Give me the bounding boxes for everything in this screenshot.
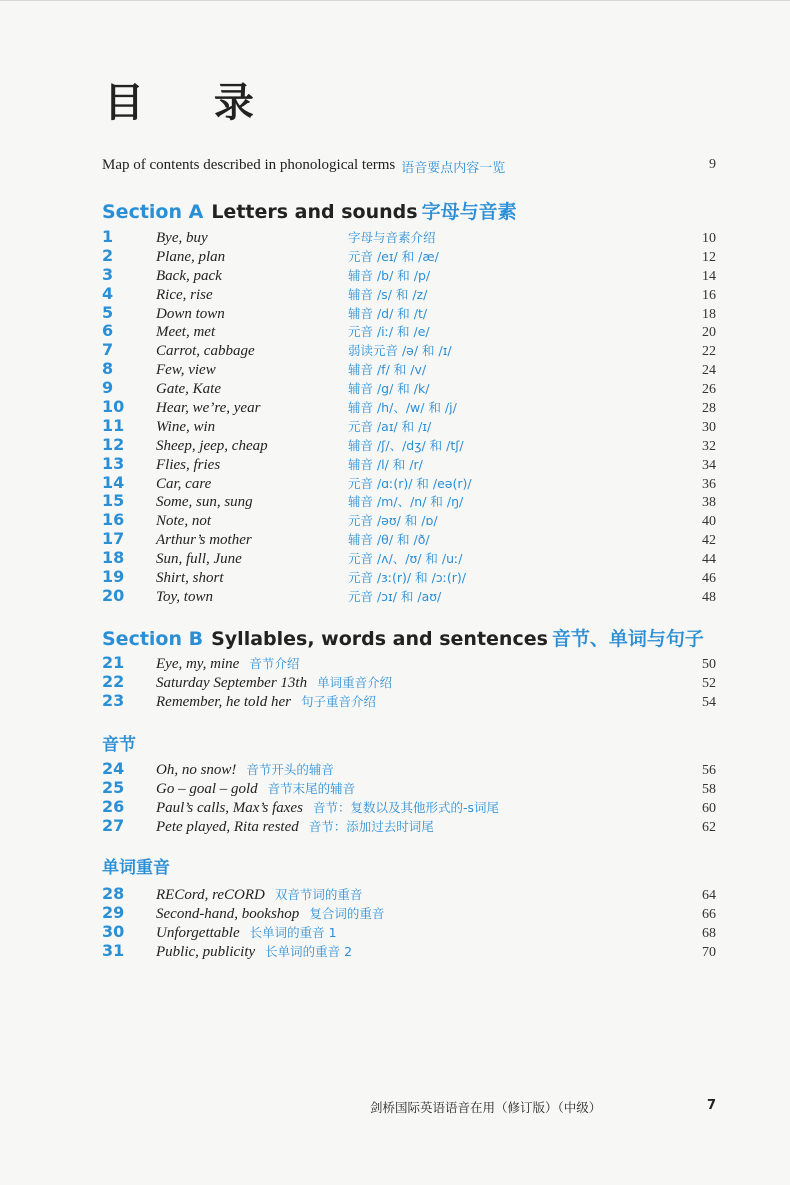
unit-title-en: Car, care (156, 475, 212, 492)
unit-number: 6 (102, 321, 114, 341)
intro-page: 9 (709, 157, 716, 172)
toc-row (102, 247, 716, 266)
unit-number: 23 (102, 690, 125, 710)
unit-number: 31 (102, 940, 125, 960)
section-a-list (102, 228, 716, 606)
unit-title-zh: 元音 /ɜː(r)/ 和 /ɔː(r)/ (348, 570, 466, 586)
unit-page: 18 (702, 306, 716, 322)
toc-row (102, 360, 716, 379)
unit-number: 2 (102, 245, 114, 265)
unit-number: 12 (102, 434, 125, 454)
unit-page: 50 (702, 657, 716, 672)
section-a-code: Section A (102, 201, 204, 223)
section-b-list (102, 654, 716, 711)
unit-title-zh: 音节开头的辅音 (246, 762, 334, 777)
unit-page: 52 (702, 675, 716, 691)
unit-number: 11 (102, 415, 125, 435)
unit-page: 60 (702, 800, 716, 816)
unit-page: 24 (702, 363, 716, 379)
unit-title-en: Gate, Kate (156, 381, 221, 398)
intro-zh: 语音要点内容一览 (401, 161, 506, 176)
unit-title-en: Wine, win (156, 418, 216, 435)
toc-row (102, 923, 716, 942)
unit-page: 20 (702, 325, 716, 341)
toc-row (102, 474, 716, 493)
toc-row (102, 341, 716, 360)
section-a-en: Letters and sounds (211, 201, 418, 223)
toc-row (102, 942, 716, 961)
toc-row (102, 654, 716, 673)
unit-title-en: Back, pack (156, 267, 222, 284)
toc-row (102, 266, 716, 285)
unit-title-zh: 音节：添加过去时词尾 (308, 818, 434, 834)
unit-page: 48 (702, 589, 716, 605)
unit-page: 56 (702, 763, 716, 778)
unit-number: 10 (102, 397, 125, 417)
unit-title-en: Remember, he told her (156, 693, 291, 710)
unit-title-en: Hear, we’re, year (156, 400, 261, 417)
unit-title-en: Note, not (156, 513, 211, 530)
toc-row (102, 673, 716, 692)
unit-page: 46 (702, 571, 716, 587)
section-b-zh: 音节、单词与句子 (551, 628, 704, 650)
toc-row (102, 417, 716, 436)
unit-title-zh: 元音 /ʌ/、/ʊ/ 和 /uː/ (348, 551, 463, 567)
unit-page: 58 (702, 781, 716, 797)
unit-number: 20 (102, 585, 125, 605)
unit-page: 40 (702, 514, 716, 530)
unit-title-zh: 辅音 /d/ 和 /t/ (348, 305, 428, 321)
toc-row (102, 492, 716, 511)
unit-title-zh: 元音 /iː/ 和 /e/ (348, 324, 430, 340)
unit-title-zh: 复合词的重音 (309, 905, 385, 921)
toc-row (102, 904, 716, 923)
unit-page: 12 (702, 249, 716, 265)
toc-row (102, 285, 716, 304)
unit-title-zh: 单词重音介绍 (317, 674, 393, 690)
toc-row (102, 436, 716, 455)
unit-title-zh: 长单词的重音 1 (249, 924, 337, 940)
unit-title-zh: 辅音 /h/、/w/ 和 /j/ (348, 400, 457, 416)
unit-number: 21 (102, 653, 125, 672)
toc-row (102, 228, 716, 247)
unit-title-zh: 辅音 /ʃ/、/dʒ/ 和 /tʃ/ (348, 437, 464, 453)
unit-number: 1 (102, 227, 114, 246)
toc-row (102, 692, 716, 711)
page-footer (370, 1098, 716, 1116)
unit-title-en: Unforgettable (156, 924, 240, 941)
toc-row (102, 530, 716, 549)
unit-number: 8 (102, 359, 114, 379)
unit-number: 25 (102, 777, 125, 797)
unit-title-en: Go – goal – gold (156, 780, 258, 797)
unit-title-zh: 长单词的重音 2 (265, 943, 353, 959)
unit-number: 22 (102, 671, 125, 691)
toc-row (102, 568, 716, 587)
unit-title-en: Oh, no snow! (156, 762, 237, 778)
unit-title-en: Flies, fries (156, 456, 221, 473)
unit-page: 36 (702, 476, 716, 492)
unit-number: 14 (102, 472, 125, 492)
unit-title-zh: 辅音 /g/ 和 /k/ (348, 381, 430, 397)
unit-number: 15 (102, 491, 125, 511)
unit-title-zh: 弱读元音 /ə/ 和 /ɪ/ (348, 343, 452, 359)
unit-title-en: Few, view (156, 362, 216, 379)
unit-title-zh: 辅音 /s/ 和 /z/ (348, 286, 428, 302)
unit-page: 38 (702, 495, 716, 511)
syllables-heading: 音节 (102, 735, 136, 755)
unit-title-en: Public, publicity (156, 943, 256, 960)
toc-row (102, 798, 716, 817)
unit-title-zh: 元音 /aɪ/ 和 /ɪ/ (348, 418, 432, 434)
toc-row (102, 398, 716, 417)
unit-page: 62 (702, 819, 716, 835)
unit-title-en: RECord, reCORD (156, 887, 265, 903)
unit-title-en: Pete played, Rita rested (156, 818, 299, 835)
section-a-heading (102, 197, 517, 224)
unit-title-zh: 音节：复数以及其他形式的-s词尾 (312, 799, 499, 815)
unit-title-zh: 元音 /ɑː(r)/ 和 /eə(r)/ (348, 475, 472, 491)
unit-page: 42 (702, 533, 716, 549)
unit-title-en: Some, sun, sung (156, 494, 253, 511)
unit-title-zh: 双音节词的重音 (274, 887, 363, 902)
section-b-en: Syllables, words and sentences (211, 628, 548, 650)
unit-number: 27 (102, 815, 125, 835)
unit-title-en: Rice, rise (156, 286, 213, 303)
syllables-list (102, 760, 716, 836)
unit-title-en: Sheep, jeep, cheap (156, 437, 268, 454)
toc-row (102, 587, 716, 606)
unit-number: 18 (102, 548, 125, 568)
unit-number: 5 (102, 302, 114, 322)
toc-row (102, 322, 716, 341)
unit-page: 14 (702, 268, 716, 284)
section-b-code: Section B (102, 628, 204, 650)
unit-title-en: Second-hand, bookshop (156, 905, 300, 922)
unit-title-zh: 音节介绍 (249, 656, 300, 671)
unit-page: 70 (702, 944, 716, 960)
unit-title-en: Eye, my, mine (156, 656, 240, 672)
toc-row (102, 304, 716, 323)
unit-title-en: Saturday September 13th (156, 674, 308, 691)
unit-title-en: Paul’s calls, Max’s faxes (156, 799, 303, 816)
unit-page: 54 (702, 694, 716, 710)
unit-page: 68 (702, 925, 716, 941)
unit-number: 28 (102, 884, 125, 903)
unit-number: 9 (102, 378, 114, 398)
unit-title-en: Arthur’s mother (156, 532, 252, 549)
unit-title-zh: 元音 /əʊ/ 和 /ɒ/ (348, 513, 438, 529)
unit-number: 3 (102, 264, 114, 284)
unit-title-en: Carrot, cabbage (156, 343, 255, 360)
unit-title-zh: 句子重音介绍 (300, 693, 376, 709)
unit-title-zh: 音节末尾的辅音 (267, 780, 356, 796)
toc-row (102, 455, 716, 474)
footer-book-title: 剑桥国际英语语音在用（修订版）（中级） (370, 1100, 602, 1115)
word-stress-heading: 单词重音 (102, 858, 170, 878)
unit-page: 26 (702, 382, 716, 398)
unit-number: 30 (102, 921, 125, 941)
toc-row (102, 760, 716, 779)
unit-page: 64 (702, 888, 716, 903)
unit-title-zh: 辅音 /m/、/n/ 和 /ŋ/ (348, 494, 464, 510)
unit-number: 24 (102, 759, 125, 778)
toc-row (102, 779, 716, 798)
page-title: 目 录 (104, 80, 282, 126)
unit-number: 26 (102, 796, 125, 816)
unit-number: 16 (102, 510, 125, 530)
section-b-heading (102, 624, 704, 651)
unit-title-en: Sun, full, June (156, 551, 242, 568)
unit-page: 44 (702, 552, 716, 568)
toc-row (102, 549, 716, 568)
unit-page: 34 (702, 457, 716, 473)
unit-title-en: Meet, met (156, 324, 216, 341)
unit-page: 30 (702, 419, 716, 435)
intro-en: Map of contents described in phonological terms (102, 157, 396, 173)
word-stress-list (102, 885, 716, 961)
unit-title-zh: 字母与音素介绍 (348, 230, 436, 245)
unit-title-zh: 辅音 /b/ 和 /p/ (348, 267, 431, 283)
toc-row (102, 511, 716, 530)
unit-number: 17 (102, 529, 125, 549)
unit-title-en: Shirt, short (156, 570, 224, 587)
unit-number: 19 (102, 567, 125, 587)
unit-number: 7 (102, 340, 114, 360)
intro-line (102, 157, 716, 176)
unit-title-en: Bye, buy (156, 230, 208, 246)
unit-number: 4 (102, 283, 114, 303)
unit-page: 22 (702, 344, 716, 360)
toc-row (102, 885, 716, 904)
section-a-zh: 字母与音素 (421, 201, 517, 223)
unit-title-zh: 辅音 /θ/ 和 /ð/ (348, 532, 430, 548)
unit-title-zh: 元音 /ɔɪ/ 和 /aʊ/ (348, 588, 442, 604)
unit-page: 10 (702, 231, 716, 246)
unit-title-zh: 元音 /eɪ/ 和 /æ/ (348, 248, 439, 264)
unit-page: 16 (702, 287, 716, 303)
unit-title-en: Toy, town (156, 588, 213, 605)
unit-title-zh: 辅音 /f/ 和 /v/ (348, 362, 427, 378)
unit-number: 13 (102, 453, 125, 473)
unit-page: 66 (702, 906, 716, 922)
unit-title-en: Down town (156, 305, 225, 322)
unit-number: 29 (102, 902, 125, 922)
footer-page-number: 7 (706, 1098, 716, 1113)
unit-title-en: Plane, plan (156, 248, 226, 265)
unit-page: 28 (702, 401, 716, 417)
toc-row (102, 817, 716, 836)
unit-page: 32 (702, 438, 716, 454)
toc-row (102, 379, 716, 398)
unit-title-zh: 辅音 /l/ 和 /r/ (348, 456, 423, 472)
